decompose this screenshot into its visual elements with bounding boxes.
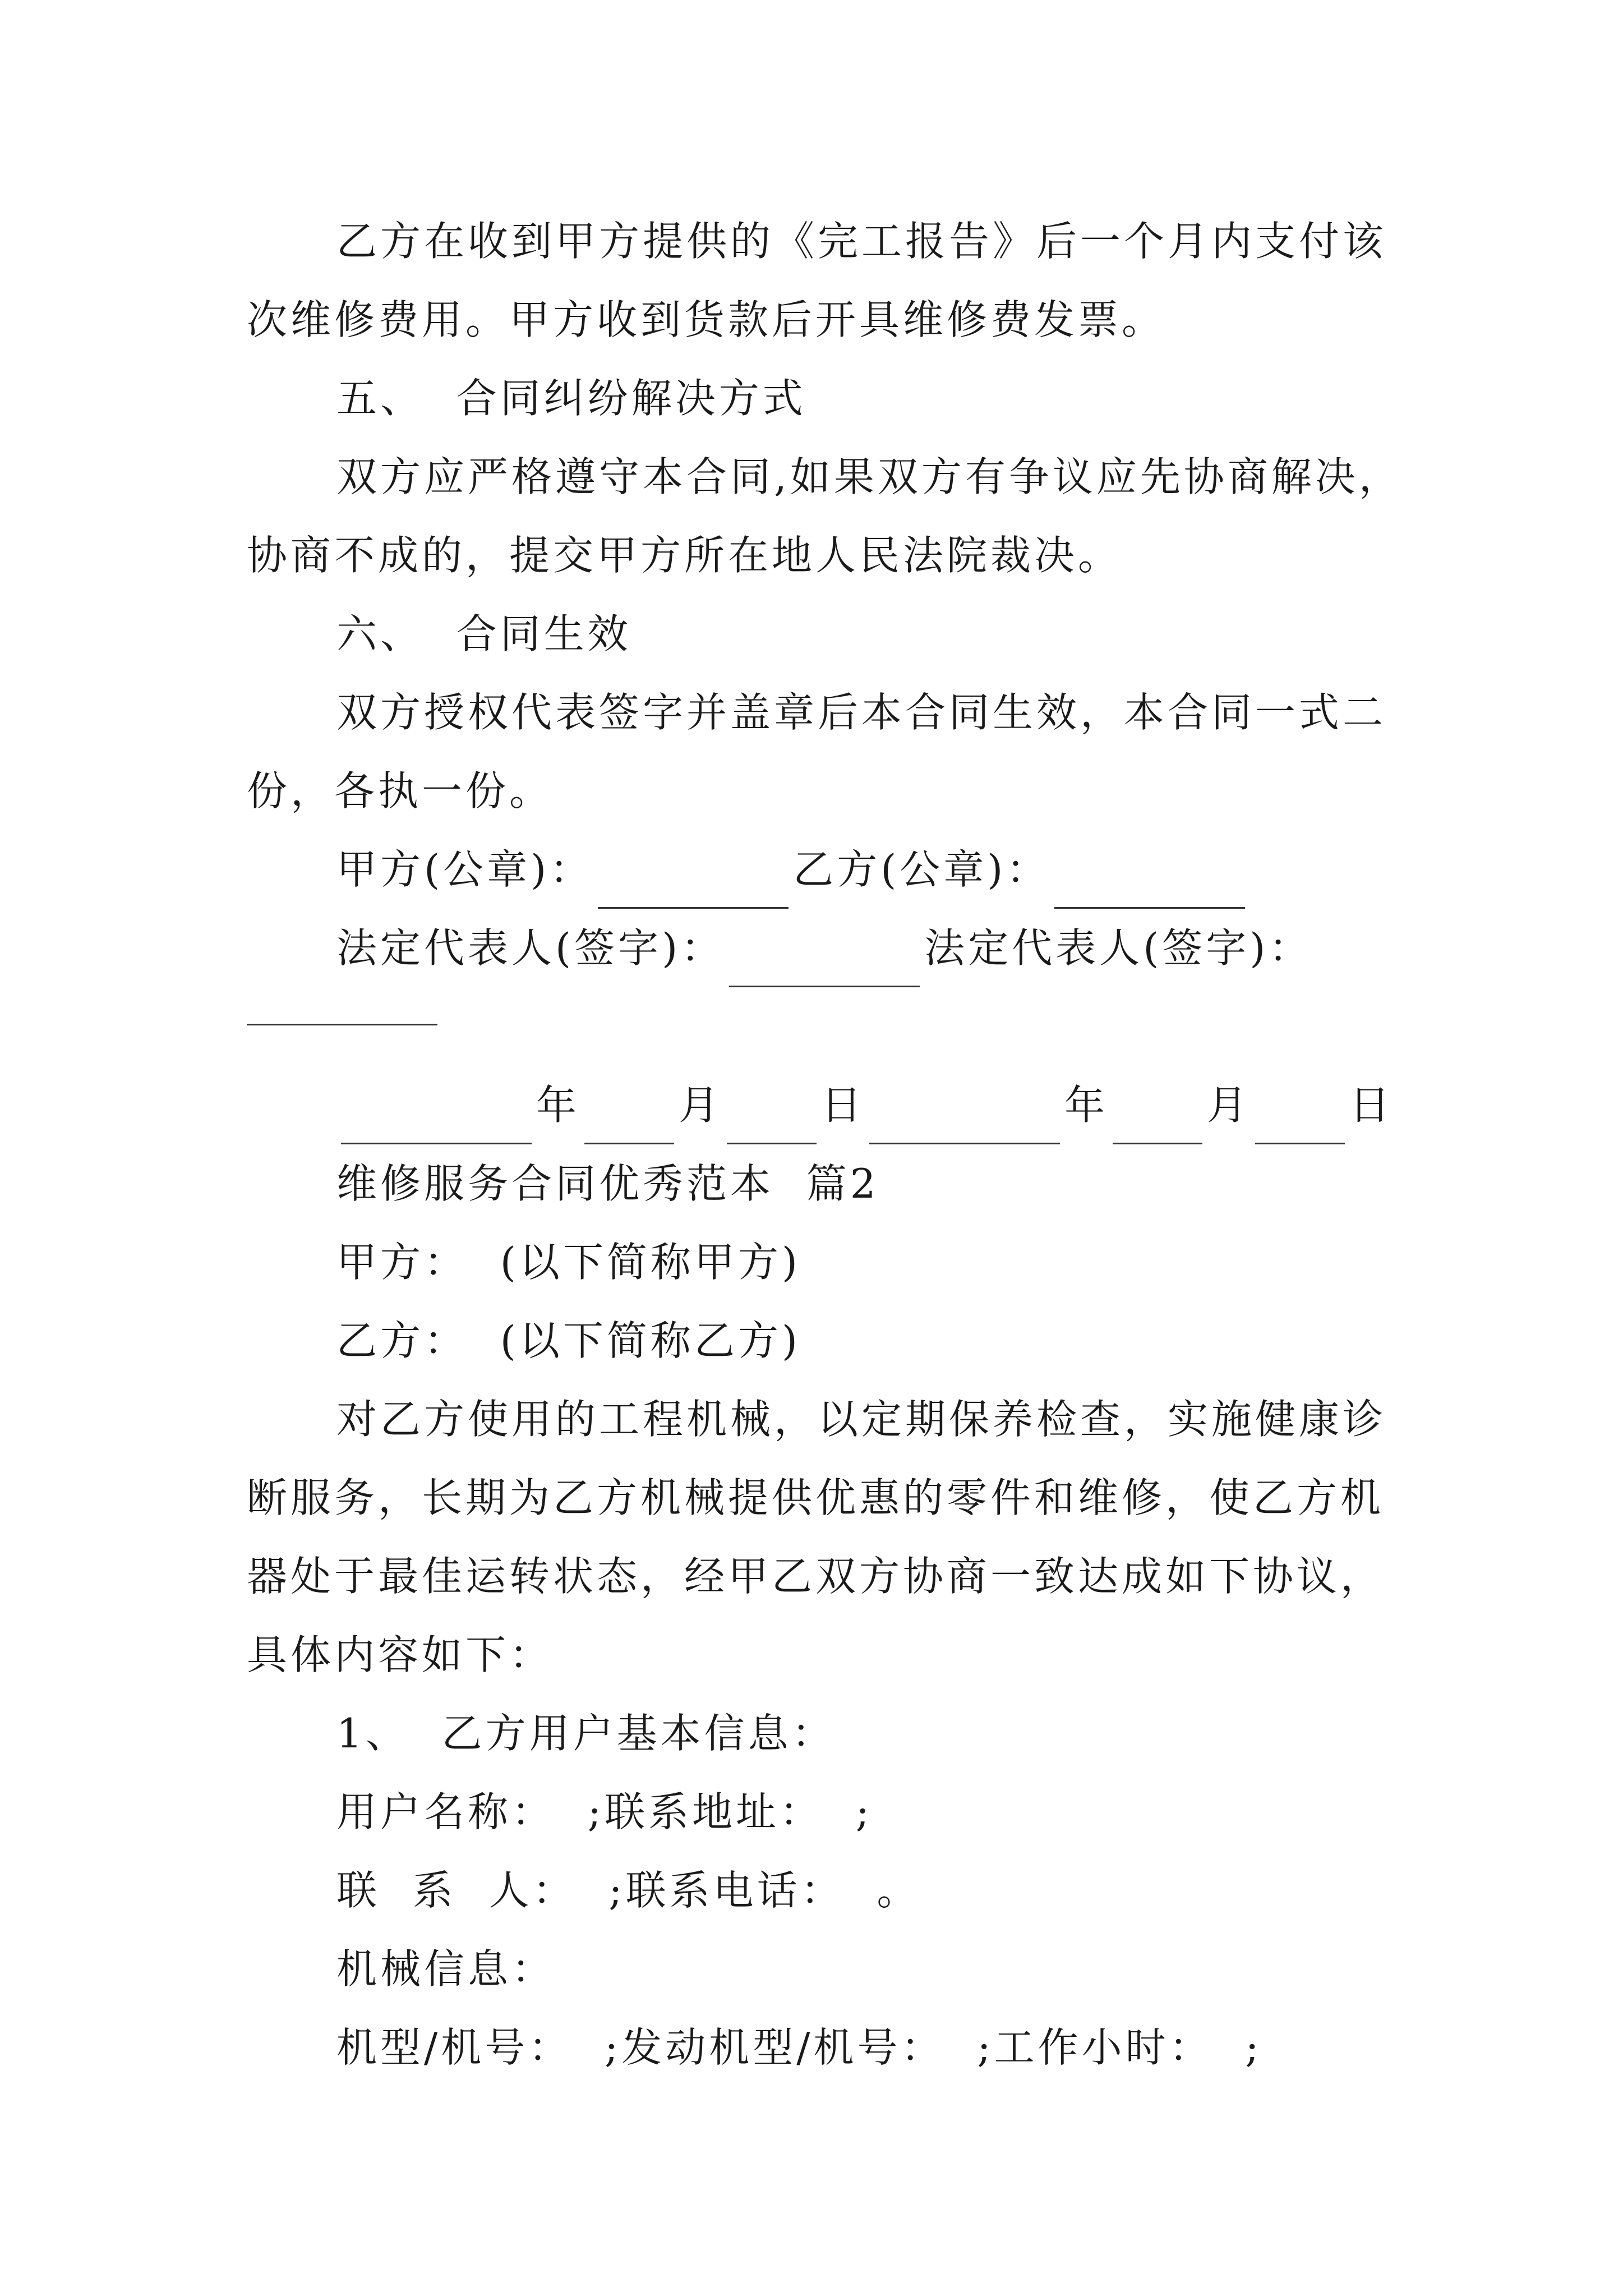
- paragraph-line: 器处于最佳运转状态，经甲乙双方协商一致达成如下协议，: [247, 1553, 1385, 1600]
- seal-line: [0, 830, 1623, 909]
- date-line: [0, 1066, 1623, 1144]
- month-blank: [584, 1092, 674, 1144]
- month-label: 月: [679, 1082, 723, 1129]
- year-blank: [341, 1092, 532, 1144]
- month-label: 月: [1207, 1082, 1251, 1129]
- day-label: 日: [1349, 1082, 1394, 1129]
- paragraph-line: 断服务，长期为乙方机械提供优惠的零件和维修，使乙方机: [247, 1474, 1385, 1521]
- day-blank: [1255, 1092, 1345, 1144]
- year-blank: [869, 1092, 1060, 1144]
- paragraph-line: 对乙方使用的工程机械，以定期保养检查，实施健康诊: [336, 1396, 1387, 1443]
- contact-line: 联 系 人： ;联系电话： 。: [336, 1867, 921, 1914]
- party-b-seal-blank: [1054, 857, 1245, 909]
- party-a-seal-blank: [598, 857, 789, 909]
- section2-title: 维修服务合同优秀范本 篇2: [336, 1160, 879, 1207]
- machine-model-line: 机型/机号： ;发动机型/机号： ;工作小时： ;: [336, 2024, 1262, 2071]
- party-b-seal-label: 乙方(公章)：: [793, 846, 1050, 893]
- party-b-rep-blank: [247, 1024, 437, 1025]
- paragraph-line: 乙方在收到甲方提供的《完工报告》后一个月内支付该: [336, 218, 1387, 265]
- user-name-line: 用户名称： ;联系地址： ;: [336, 1788, 873, 1835]
- paragraph-line: 双方应严格遵守本合同,如果双方有争议应先协商解决，: [336, 453, 1403, 500]
- paragraph-line: 份，各执一份。: [247, 767, 554, 815]
- party-a-line: 甲方： (以下简称甲方): [336, 1239, 801, 1286]
- party-a-rep-label: 法定代表人(签字)：: [336, 924, 725, 972]
- party-b-line: 乙方： (以下简称乙方): [336, 1317, 801, 1364]
- party-a-seal-label: 甲方(公章)：: [336, 846, 594, 893]
- signature-line: [0, 909, 1623, 987]
- day-blank: [727, 1092, 817, 1144]
- year-label: 年: [536, 1082, 580, 1129]
- year-label: 年: [1064, 1082, 1109, 1129]
- paragraph-line: 协商不成的，提交甲方所在地人民法院裁决。: [247, 532, 1122, 579]
- paragraph-line: 双方授权代表签字并盖章后本合同生效，本合同一式二: [336, 689, 1387, 736]
- paragraph-line: 次维修费用。甲方收到货款后开具维修费发票。: [247, 296, 1166, 343]
- month-blank: [1113, 1092, 1202, 1144]
- item-heading: 1、 乙方用户基本信息：: [336, 1710, 836, 1757]
- section-heading-dispute: 五、 合同纠纷解决方式: [336, 375, 806, 422]
- party-a-rep-blank: [729, 935, 920, 987]
- machine-info-heading: 机械信息：: [336, 1945, 556, 1993]
- day-label: 日: [821, 1082, 865, 1129]
- party-b-rep-label: 法定代表人(签字)：: [924, 924, 1313, 972]
- paragraph-line: 具体内容如下：: [247, 1631, 554, 1678]
- section-heading-effect: 六、 合同生效: [336, 610, 631, 657]
